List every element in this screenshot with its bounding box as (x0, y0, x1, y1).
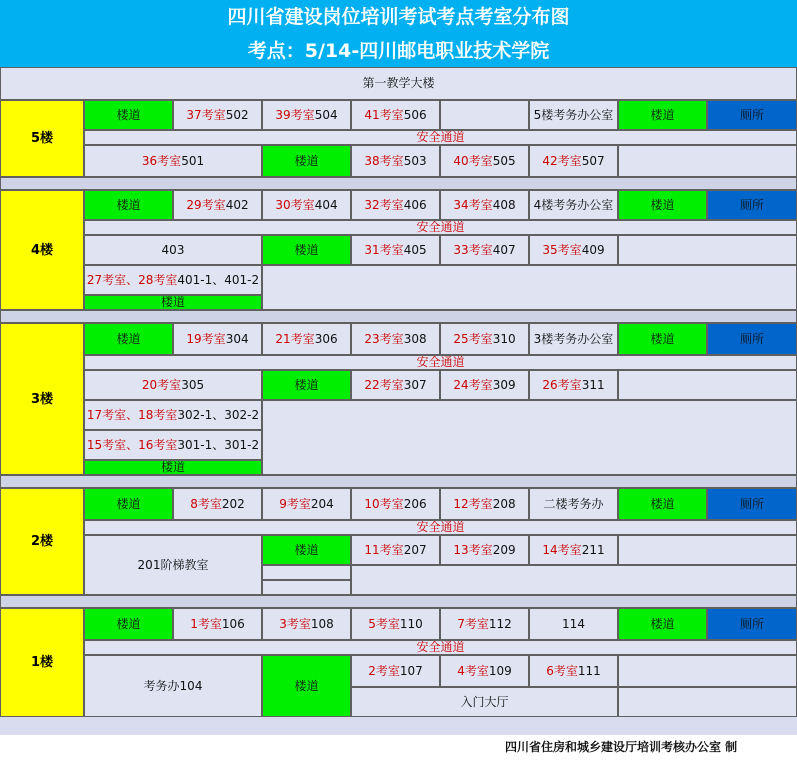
f2-label (0, 488, 84, 595)
f3-room-s3-code: 311 (581, 377, 605, 392)
f2-room-4[interactable] (440, 488, 529, 520)
f4-stair-middle-label: 楼道 (294, 242, 319, 257)
f5-room-2-number: 39考室 (275, 107, 315, 122)
f2-room-s1[interactable] (351, 535, 440, 565)
f1-room-3-code: 110 (399, 616, 423, 631)
f4-stair-middle[interactable] (262, 235, 351, 265)
f2-room-4-code: 208 (492, 496, 516, 511)
f2-room-wide-code: 201阶梯教室 (137, 557, 209, 572)
f2-room-s2-code: 209 (492, 542, 516, 557)
f1-blank-south (618, 687, 797, 717)
f1-room-4-code: 112 (488, 616, 512, 631)
f3-extra-room-2-number: 15考室、16考室 (86, 437, 178, 452)
f4-room-1[interactable] (173, 190, 262, 220)
floor-plan (0, 67, 797, 735)
f2-stair-west-label: 楼道 (116, 496, 141, 511)
f3-extra-room-1[interactable] (84, 400, 262, 430)
f1-room-wide[interactable] (84, 655, 262, 717)
f5-label (0, 100, 84, 177)
f3-room-2-number: 21考室 (275, 331, 315, 346)
f1-room-s3-code: 111 (577, 663, 601, 678)
f4-room-1-number: 29考室 (186, 197, 226, 212)
f1-stair-east[interactable] (618, 608, 707, 640)
f4-extra-room-1[interactable] (84, 265, 262, 295)
f2-toilet-label: 厕所 (739, 496, 764, 511)
f1-toilet[interactable] (707, 608, 797, 640)
f1-label (0, 608, 84, 717)
f3-room-3-code: 308 (403, 331, 427, 346)
f4-extra-room-1-number: 27考室、28考室 (86, 272, 178, 287)
f2-safe-passage-label: 安全通道 (416, 520, 465, 534)
f3-safe-passage-label: 安全通道 (416, 355, 465, 369)
f4-room-s1[interactable] (351, 235, 440, 265)
f4-safe-passage-label: 安全通道 (416, 220, 465, 234)
f5-room-s3-number: 42考室 (542, 153, 582, 168)
f4-room-3[interactable] (351, 190, 440, 220)
f4-room-1-code: 402 (225, 197, 249, 212)
footer-issuer: 四川省住房和城乡建设厅培训考核办公室 制 (505, 740, 738, 754)
f3-stair-east[interactable] (618, 323, 707, 355)
f5-room-s3-code: 507 (581, 153, 605, 168)
f2-blank-east (618, 535, 797, 565)
f3-room-5-code: 3楼考务办公室 (533, 331, 614, 346)
f1-room-s1-code: 107 (399, 663, 423, 678)
f2-open-area (351, 565, 797, 595)
f1-room-s1[interactable] (351, 655, 440, 687)
f5-room-3-code: 506 (403, 107, 427, 122)
f3-room-s2[interactable] (440, 370, 529, 400)
f1-room-1-code: 106 (221, 616, 245, 631)
f5-spacer (0, 177, 797, 190)
f4-room-2-number: 30考室 (275, 197, 315, 212)
f2-room-3-code: 206 (403, 496, 427, 511)
f1-stair-middle-label: 楼道 (294, 678, 319, 693)
f4-room-2[interactable] (262, 190, 351, 220)
f4-room-s3-number: 35考室 (542, 242, 582, 257)
f2-room-s1-code: 207 (403, 542, 427, 557)
f1-room-2[interactable] (262, 608, 351, 640)
f3-room-s2-code: 309 (492, 377, 516, 392)
building-name (0, 67, 797, 100)
f3-room-s1-code: 307 (403, 377, 427, 392)
f4-stair-east[interactable] (618, 190, 707, 220)
f2-room-2[interactable] (262, 488, 351, 520)
f1-entrance-hall-label: 入门大厅 (460, 694, 509, 709)
f5-toilet-label: 厕所 (739, 107, 764, 122)
f3-toilet-label: 厕所 (739, 331, 764, 346)
f2-room-s1-number: 11考室 (364, 542, 404, 557)
f1-stair-west[interactable] (84, 608, 173, 640)
f3-room-4[interactable] (440, 323, 529, 355)
building-name-label: 第一教学大楼 (362, 76, 435, 90)
f5-room-3-number: 41考室 (364, 107, 404, 122)
f2-label-text: 2楼 (30, 534, 54, 549)
f5-stair-middle-label: 楼道 (294, 153, 319, 168)
f3-open-area (262, 400, 797, 475)
f2-room-s3[interactable] (529, 535, 618, 565)
f4-room-3-number: 32考室 (364, 197, 404, 212)
f1-label-text: 1楼 (30, 655, 54, 670)
f4-label (0, 190, 84, 310)
f4-stair-extra-label: 楼道 (160, 295, 185, 309)
f5-room-5-code: 5楼考务办公室 (533, 107, 614, 122)
f5-stair-west-label: 楼道 (116, 107, 141, 122)
f3-blank-east (618, 370, 797, 400)
f3-room-4-number: 25考室 (453, 331, 493, 346)
f1-room-wide-code: 考务办104 (143, 678, 203, 693)
f5-room-2[interactable] (262, 100, 351, 130)
f5-stair-west[interactable] (84, 100, 173, 130)
f1-room-s2-number: 4考室 (457, 663, 489, 678)
f2-room-s2-number: 13考室 (453, 542, 493, 557)
f5-safe-passage (84, 130, 797, 145)
f2-room-1-number: 8考室 (190, 496, 222, 511)
f5-room-1[interactable] (173, 100, 262, 130)
f4-room-s2-number: 33考室 (453, 242, 493, 257)
f4-room-2-code: 404 (314, 197, 338, 212)
f3-stair-extra-label: 楼道 (160, 460, 185, 474)
f4-open-area (262, 265, 797, 310)
f3-room-4-code: 310 (492, 331, 516, 346)
f5-room-1-code: 502 (225, 107, 249, 122)
f5-room-s1-number: 38考室 (364, 153, 404, 168)
f3-spacer (0, 475, 797, 488)
f3-toilet[interactable] (707, 323, 797, 355)
f3-room-wide-number: 20考室 (141, 377, 182, 392)
f3-stair-east-label: 楼道 (650, 331, 675, 346)
f3-room-s1-number: 22考室 (364, 377, 404, 392)
f3-room-1-number: 19考室 (186, 331, 226, 346)
f4-room-5-code: 4楼考务办公室 (533, 197, 614, 212)
f2-spacer (0, 595, 797, 608)
f5-room-wide-code: 501 (181, 153, 205, 168)
f1-room-4[interactable] (440, 608, 529, 640)
f4-room-wide[interactable] (84, 235, 262, 265)
f5-safe-passage-label: 安全通道 (416, 130, 465, 144)
f3-label-text: 3楼 (30, 391, 54, 407)
f3-room-3-number: 23考室 (364, 331, 404, 346)
f2-stair-east[interactable] (618, 488, 707, 520)
f2-room-4-number: 12考室 (453, 496, 493, 511)
f1-room-3[interactable] (351, 608, 440, 640)
f2-cell-a (262, 565, 351, 580)
f1-room-s3-number: 6考室 (546, 663, 578, 678)
f3-stair-middle-label: 楼道 (294, 377, 319, 392)
f2-safe-passage (84, 520, 797, 535)
f4-room-s2[interactable] (440, 235, 529, 265)
f1-room-s2-code: 109 (488, 663, 512, 678)
f5-room-wide-number: 36考室 (141, 153, 182, 168)
f5-toilet[interactable] (707, 100, 797, 130)
f1-room-s2[interactable] (440, 655, 529, 687)
f2-room-3[interactable] (351, 488, 440, 520)
f3-room-1-code: 304 (225, 331, 249, 346)
f5-room-4[interactable] (440, 100, 529, 130)
f5-room-1-number: 37考室 (186, 107, 226, 122)
f1-safe-passage (84, 640, 797, 655)
f1-toilet-label: 厕所 (739, 616, 764, 631)
f4-room-4-number: 34考室 (453, 197, 493, 212)
f3-room-s3-number: 26考室 (542, 377, 582, 392)
f5-room-s2-number: 40考室 (453, 153, 493, 168)
f3-stair-west-label: 楼道 (116, 331, 141, 346)
f2-room-s3-number: 14考室 (542, 542, 582, 557)
f1-stair-middle[interactable] (262, 655, 351, 717)
f4-toilet-label: 厕所 (739, 197, 764, 212)
f3-room-2-code: 306 (314, 331, 338, 346)
f3-room-wide-code: 305 (181, 377, 205, 392)
f5-room-s2[interactable] (440, 145, 529, 177)
f4-label-text: 4楼 (30, 242, 54, 258)
f4-stair-east-label: 楼道 (650, 197, 675, 212)
f4-room-5[interactable] (529, 190, 618, 220)
f2-room-1-code: 202 (221, 496, 245, 511)
f1-stair-west-label: 楼道 (116, 616, 141, 631)
f1-room-2-code: 108 (310, 616, 334, 631)
f3-stair-west[interactable] (84, 323, 173, 355)
f3-room-wide[interactable] (84, 370, 262, 400)
f4-room-s2-code: 407 (492, 242, 516, 257)
f4-stair-west[interactable] (84, 190, 173, 220)
f1-room-s3[interactable] (529, 655, 618, 687)
f4-stair-west-label: 楼道 (116, 197, 141, 212)
f2-room-1[interactable] (173, 488, 262, 520)
f5-room-s2-code: 505 (492, 153, 516, 168)
f3-room-s3[interactable] (529, 370, 618, 400)
f4-room-s1-code: 405 (403, 242, 427, 257)
f5-stair-east-label: 楼道 (650, 107, 675, 122)
f5-blank-east (618, 145, 797, 177)
f3-safe-passage (84, 355, 797, 370)
f2-room-5-code: 二楼考务办 (543, 496, 604, 511)
exam-site-subtitle: 考点：5/14-四川邮电职业技术学院 (0, 35, 797, 67)
f5-stair-middle[interactable] (262, 145, 351, 177)
f1-room-1[interactable] (173, 608, 262, 640)
f4-safe-passage (84, 220, 797, 235)
f1-stair-east-label: 楼道 (650, 616, 675, 631)
f1-room-3-number: 5考室 (368, 616, 400, 631)
f3-label (0, 323, 84, 475)
f1-room-5-code: 114 (562, 616, 585, 631)
f1-room-4-number: 7考室 (457, 616, 489, 631)
f4-room-3-code: 406 (403, 197, 427, 212)
f2-stair-middle[interactable] (262, 535, 351, 565)
f1-room-s1-number: 2考室 (368, 663, 400, 678)
f2-stair-west[interactable] (84, 488, 173, 520)
f4-blank-east (618, 235, 797, 265)
f3-stair-extra[interactable] (84, 460, 262, 475)
f1-room-5[interactable] (529, 608, 618, 640)
f3-extra-room-1-code: 302-1、302-2 (177, 407, 260, 422)
f3-room-3[interactable] (351, 323, 440, 355)
f1-entrance-hall (351, 687, 618, 717)
f2-room-s2[interactable] (440, 535, 529, 565)
f4-room-s3[interactable] (529, 235, 618, 265)
page-title: 四川省建设岗位培训考试考点考室分布图 (0, 0, 797, 35)
f3-stair-middle[interactable] (262, 370, 351, 400)
f2-room-2-number: 9考室 (279, 496, 311, 511)
f3-room-2[interactable] (262, 323, 351, 355)
f4-toilet[interactable] (707, 190, 797, 220)
f3-extra-room-2-code: 301-1、301-2 (177, 437, 260, 452)
f4-spacer (0, 310, 797, 323)
f4-room-4-code: 408 (492, 197, 516, 212)
f2-room-3-number: 10考室 (364, 496, 404, 511)
f5-room-s1-code: 503 (403, 153, 427, 168)
f1-room-1-number: 1考室 (190, 616, 222, 631)
f3-room-5[interactable] (529, 323, 618, 355)
f3-extra-room-2[interactable] (84, 430, 262, 460)
f3-room-1[interactable] (173, 323, 262, 355)
f5-room-3[interactable] (351, 100, 440, 130)
f2-stair-east-label: 楼道 (650, 496, 675, 511)
f2-room-2-code: 204 (310, 496, 334, 511)
f5-room-s3[interactable] (529, 145, 618, 177)
f1-safe-passage-label: 安全通道 (416, 640, 465, 654)
f3-room-s2-number: 24考室 (453, 377, 493, 392)
f4-stair-extra[interactable] (84, 295, 262, 310)
f4-room-s1-number: 31考室 (364, 242, 404, 257)
f5-room-s1[interactable] (351, 145, 440, 177)
f5-label-text: 5楼 (30, 131, 54, 146)
f4-room-4[interactable] (440, 190, 529, 220)
f2-room-5[interactable] (529, 488, 618, 520)
f1-room-2-number: 3考室 (279, 616, 311, 631)
f5-room-5[interactable] (529, 100, 618, 130)
f2-room-s3-code: 211 (581, 542, 605, 557)
f4-extra-room-1-code: 401-1、401-2 (177, 272, 260, 287)
f2-toilet[interactable] (707, 488, 797, 520)
f2-stair-middle-label: 楼道 (294, 542, 319, 557)
f5-room-2-code: 504 (314, 107, 338, 122)
f5-room-wide[interactable] (84, 145, 262, 177)
f3-room-s1[interactable] (351, 370, 440, 400)
f2-cell-b (262, 580, 351, 595)
f4-room-wide-code: 403 (161, 242, 185, 257)
f1-blank-east (618, 655, 797, 687)
f5-stair-east[interactable] (618, 100, 707, 130)
f2-room-wide[interactable] (84, 535, 262, 595)
f3-extra-room-1-number: 17考室、18考室 (86, 407, 178, 422)
f4-room-s3-code: 409 (581, 242, 605, 257)
